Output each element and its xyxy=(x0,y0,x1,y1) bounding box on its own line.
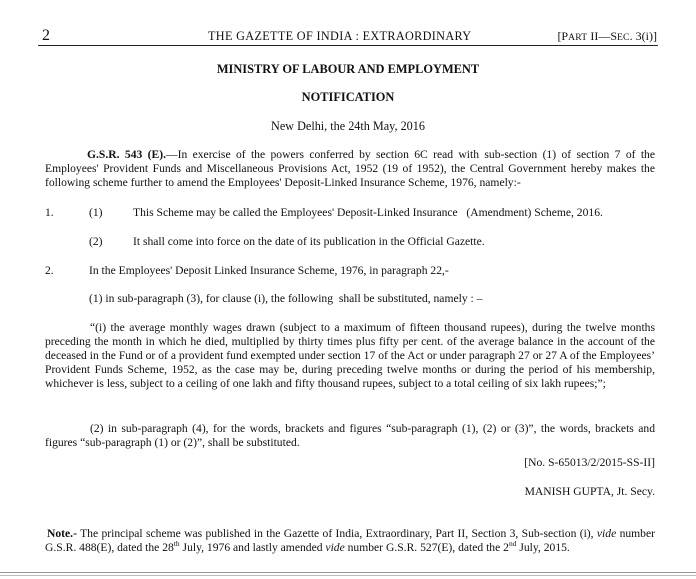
sub-item-number: (2) xyxy=(89,235,103,248)
footer-divider xyxy=(0,575,696,576)
gsr-label: G.S.R. 543 (E). xyxy=(87,148,166,161)
page-number: 2 xyxy=(42,27,50,44)
substituted-clause: “(i) the average monthly wages drawn (subject to a maximum of fifteen thousand rupees), during the twelve months preceding the month in which he died, multiplied by thirty times plus fifty per cent. of the average balance in the account of the deceased in the Fund or of a provident fund exempted under section 17 of the Act or under paragraph 27 or 27 A of the Employees’ Provident Funds Scheme, 1952, as the case may be, during preceding twelve months or during the period of his membership, whichever is less, subject to a ceiling of one lakh and fifty thousand rupees, subject to a total ceiling of six lakh rupees;”; xyxy=(45,321,655,390)
signatory-designation: Jt. Secy. xyxy=(616,485,655,498)
item-text: In the Employees' Deposit Linked Insurance Scheme, 1976, in paragraph 22,- xyxy=(89,264,449,277)
gsr-text: —In exercise of the powers conferred by section 6C read with sub-section (1) of section 7 of the Employees' Provident Funds and Miscellaneous Provisions Act, 1952 (19 of 1952), the Central Government hereby makes the following scheme further to amend the Employees' Deposit-Linked Insurance Scheme, 1976, namely:- xyxy=(45,148,655,189)
note-paragraph: Note.- The principal scheme was published in the Gazette of India, Extraordinary, Part II, Section 3, Sub-section (i), vide number G.S.R. 488(E), dated the 28th July, 1976 and lastly amended vide number G.S.R. 527(E), dated the 2nd July, 2015. xyxy=(45,527,655,554)
note-label: Note.- xyxy=(47,527,77,540)
footer-divider xyxy=(0,572,696,573)
file-number: [No. S-65013/2/2015-SS-II] xyxy=(524,456,655,469)
date-line: New Delhi, the 24th May, 2016 xyxy=(271,119,425,133)
item-text: It shall come into force on the date of its publication in the Official Gazette. xyxy=(133,235,485,248)
item-number: 1. xyxy=(45,206,54,219)
sub-paragraph-2: (2) in sub-paragraph (4), for the words, brackets and figures “sub-paragraph (1), (2) or (3)”, the words, brackets and figures “sub-paragraph (1) or (2)”, shall be substituted. xyxy=(45,422,655,449)
ministry-heading: MINISTRY OF LABOUR AND EMPLOYMENT xyxy=(216,62,480,76)
part-section-label: [PART II—SEC. 3(i)] xyxy=(557,29,657,43)
gazette-title: THE GAZETTE OF INDIA : EXTRAORDINARY xyxy=(208,29,472,43)
sub-paragraph-1: (1) in sub-paragraph (3), for clause (i), the following shall be substituted, namely : – xyxy=(89,292,483,305)
gsr-paragraph xyxy=(45,148,655,190)
notification-heading: NOTIFICATION xyxy=(301,90,395,104)
signatory xyxy=(525,485,655,499)
sub-item-number: (1) xyxy=(89,206,103,219)
item-number: 2. xyxy=(45,264,54,277)
signatory-name: MANISH GUPTA, xyxy=(524,485,614,498)
item-text: This Scheme may be called the Employees' Deposit-Linked Insurance (Amendment) Scheme, 2016. xyxy=(133,206,603,219)
header-divider xyxy=(38,45,658,46)
